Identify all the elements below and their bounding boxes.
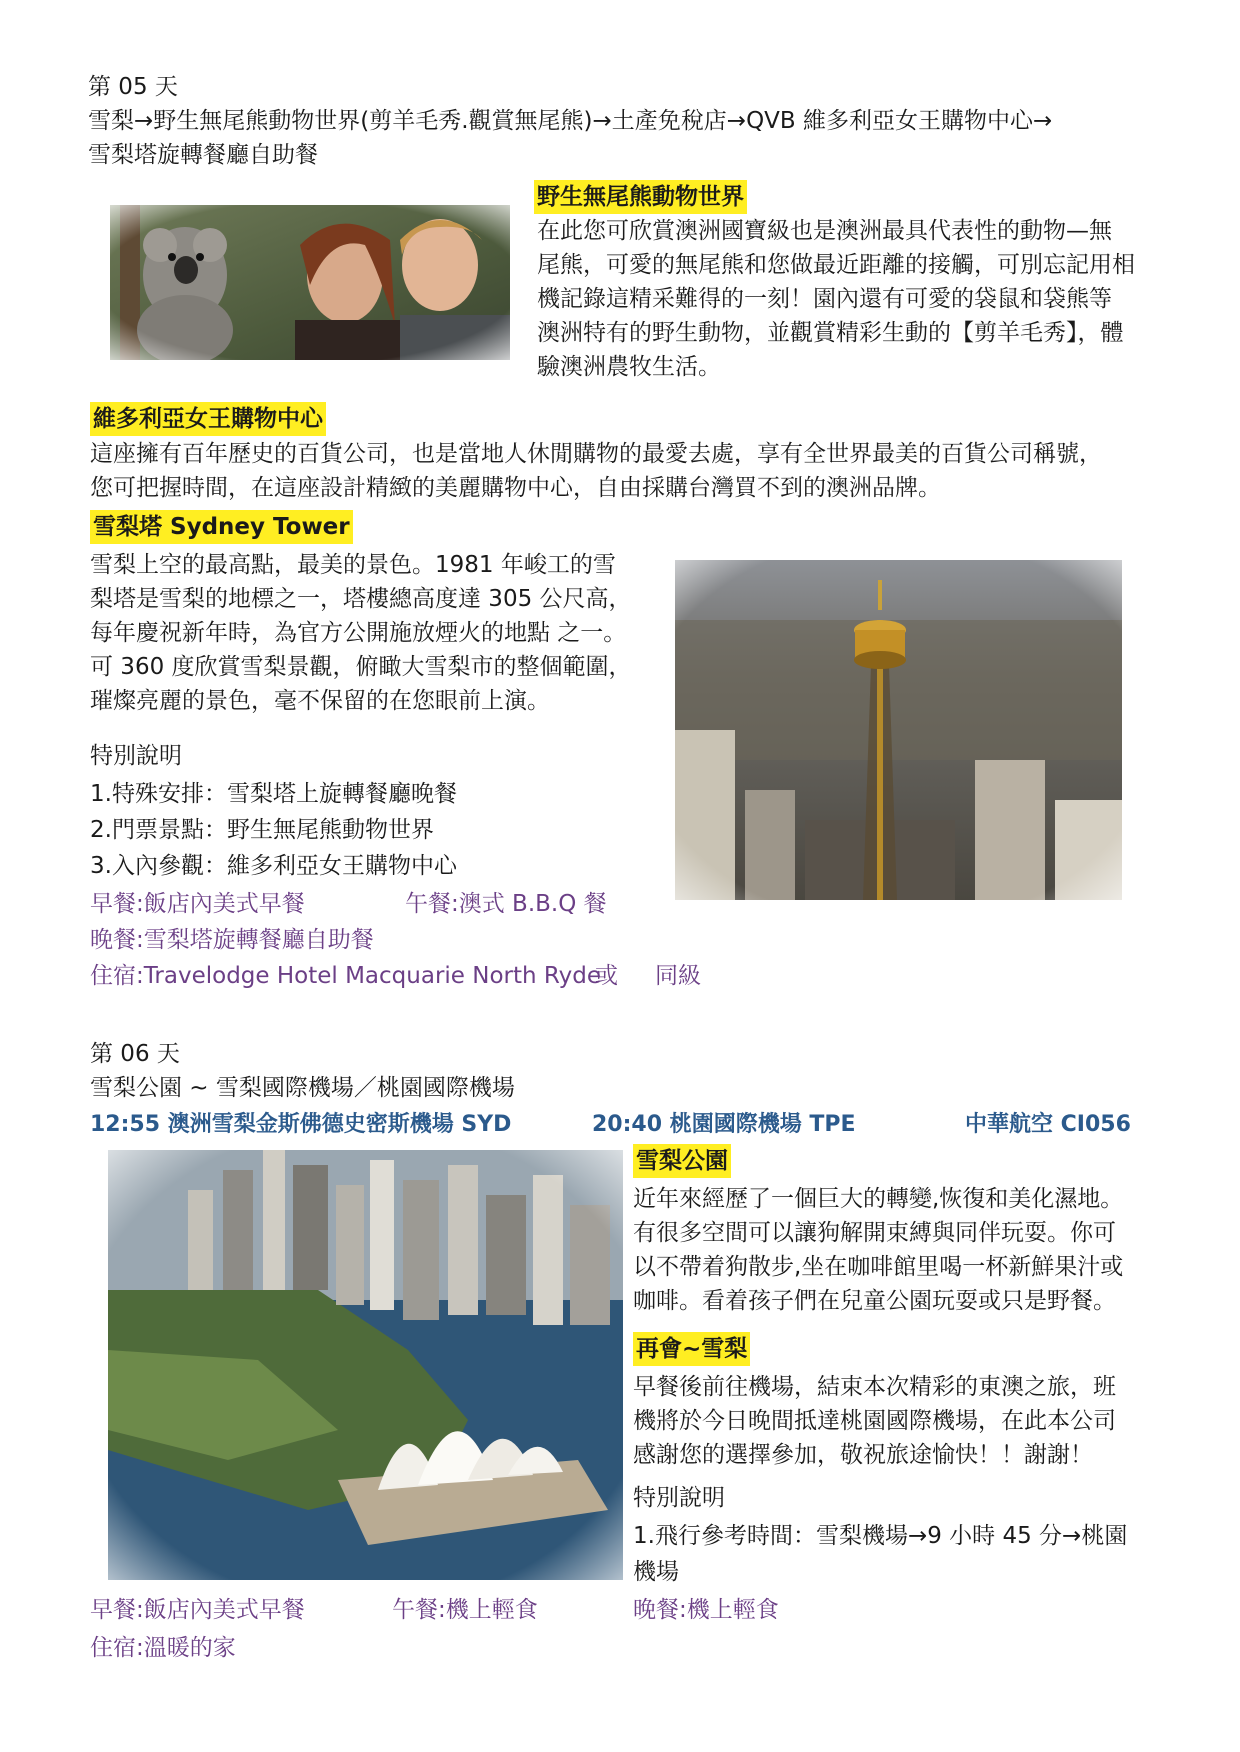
day5-hotel-or: 或 <box>595 963 618 989</box>
flight-arrive: 20:40 桃園國際機場 TPE <box>592 1112 856 1137</box>
flight-airline: 中華航空 CI056 <box>965 1112 1131 1137</box>
park-description: 近年來經歷了一個巨大的轉變,恢復和美化濕地。 有很多空間可以讓狗解開束縛與同伴玩耍。你可 以不帶着狗散步,坐在咖啡館里喝一杯新鮮果汁或 咖啡。看着孩子們在兒童公園玩耍或只是野餐。 <box>633 1186 1124 1314</box>
koala-title: 野生無尾熊動物世界 <box>534 180 747 214</box>
day5-breakfast: 早餐:飯店內美式早餐 <box>90 891 305 917</box>
sydney-harbour-photo <box>108 1150 623 1580</box>
day5-heading: 第 05 天 <box>88 74 178 100</box>
farewell-description: 早餐後前往機場，結束本次精彩的東澳之旅，班 機將於今日晚間抵達桃園國際機場，在此本公司 感謝您的選擇參加，敬祝旅途愉快！！謝謝！ <box>633 1374 1116 1468</box>
day5-note-3: 3.入內參觀：維多利亞女王購物中心 <box>90 853 457 879</box>
day6-heading: 第 06 天 <box>90 1041 180 1067</box>
sydney-tower-photo <box>675 560 1122 900</box>
park-title: 雪梨公園 <box>633 1144 731 1178</box>
day6-note-1-cont: 機場 <box>633 1559 679 1585</box>
farewell-title: 再會~雪梨 <box>633 1332 750 1366</box>
day5-note-2: 2.門票景點：野生無尾熊動物世界 <box>90 817 434 843</box>
day5-route-line1: 雪梨→野生無尾熊動物世界(剪羊毛秀.觀賞無尾熊)→土產免稅店→QVB 維多利亞女王購物中心→ <box>88 108 1053 134</box>
day6-note-1: 1.飛行參考時間：雪梨機場→9 小時 45 分→桃園 <box>633 1523 1128 1549</box>
day6-dinner: 晚餐:機上輕食 <box>633 1597 779 1623</box>
qvb-description: 這座擁有百年歷史的百貨公司，也是當地人休閒購物的最愛去處，享有全世界最美的百貨公司稱號， 您可把握時間，在這座設計精緻的美麗購物中心，自由採購台灣買不到的澳洲品牌。 <box>90 441 1102 501</box>
day5-hotel: 住宿:Travelodge Hotel Macquarie North Ryde <box>90 963 601 989</box>
day6-breakfast: 早餐:飯店內美式早餐 <box>90 1597 305 1623</box>
day5-hotel-equiv: 同級 <box>655 963 701 989</box>
day5-note-1: 1.特殊安排：雪梨塔上旋轉餐廳晚餐 <box>90 781 457 807</box>
day6-notes-title: 特別說明 <box>633 1485 725 1511</box>
day5-lunch: 午餐:澳式 B.B.Q 餐 <box>405 891 607 917</box>
day6-lunch: 午餐:機上輕食 <box>392 1597 538 1623</box>
tower-description: 雪梨上空的最高點，最美的景色。1981 年峻工的雪 梨塔是雪梨的地標之一，塔樓總高度達 305 公尺高， 每年慶祝新年時，為官方公開施放煙火的地點 之一。 可 360 度欣賞雪梨景觀，俯瞰大雪梨市的整個範圍， 璀燦亮麗的景色，毫不保留的在您眼前上演。 <box>90 552 632 714</box>
day5-route-line2: 雪梨塔旋轉餐廳自助餐 <box>88 142 318 168</box>
tower-title: 雪梨塔 Sydney Tower <box>90 510 353 544</box>
day6-hotel: 住宿:溫暖的家 <box>90 1635 236 1661</box>
day5-notes-title: 特別說明 <box>90 743 182 769</box>
day6-route: 雪梨公園 ~ 雪梨國際機場／桃園國際機場 <box>90 1075 515 1101</box>
flight-depart: 12:55 澳洲雪梨金斯佛德史密斯機場 SYD <box>90 1112 512 1137</box>
koala-description: 在此您可欣賞澳洲國寶級也是澳洲最具代表性的動物—無 尾熊，可愛的無尾熊和您做最近距離的接觸，可別忘記用相 機記錄這精采難得的一刻！園內還有可愛的袋鼠和袋熊等 澳洲特有的野生動物，並觀賞精彩生動的【剪羊毛秀】，體 驗澳洲農牧生活。 <box>537 218 1135 380</box>
qvb-title: 維多利亞女王購物中心 <box>90 402 326 436</box>
koala-photo <box>110 205 510 360</box>
day5-dinner: 晚餐:雪梨塔旋轉餐廳自助餐 <box>90 927 374 953</box>
